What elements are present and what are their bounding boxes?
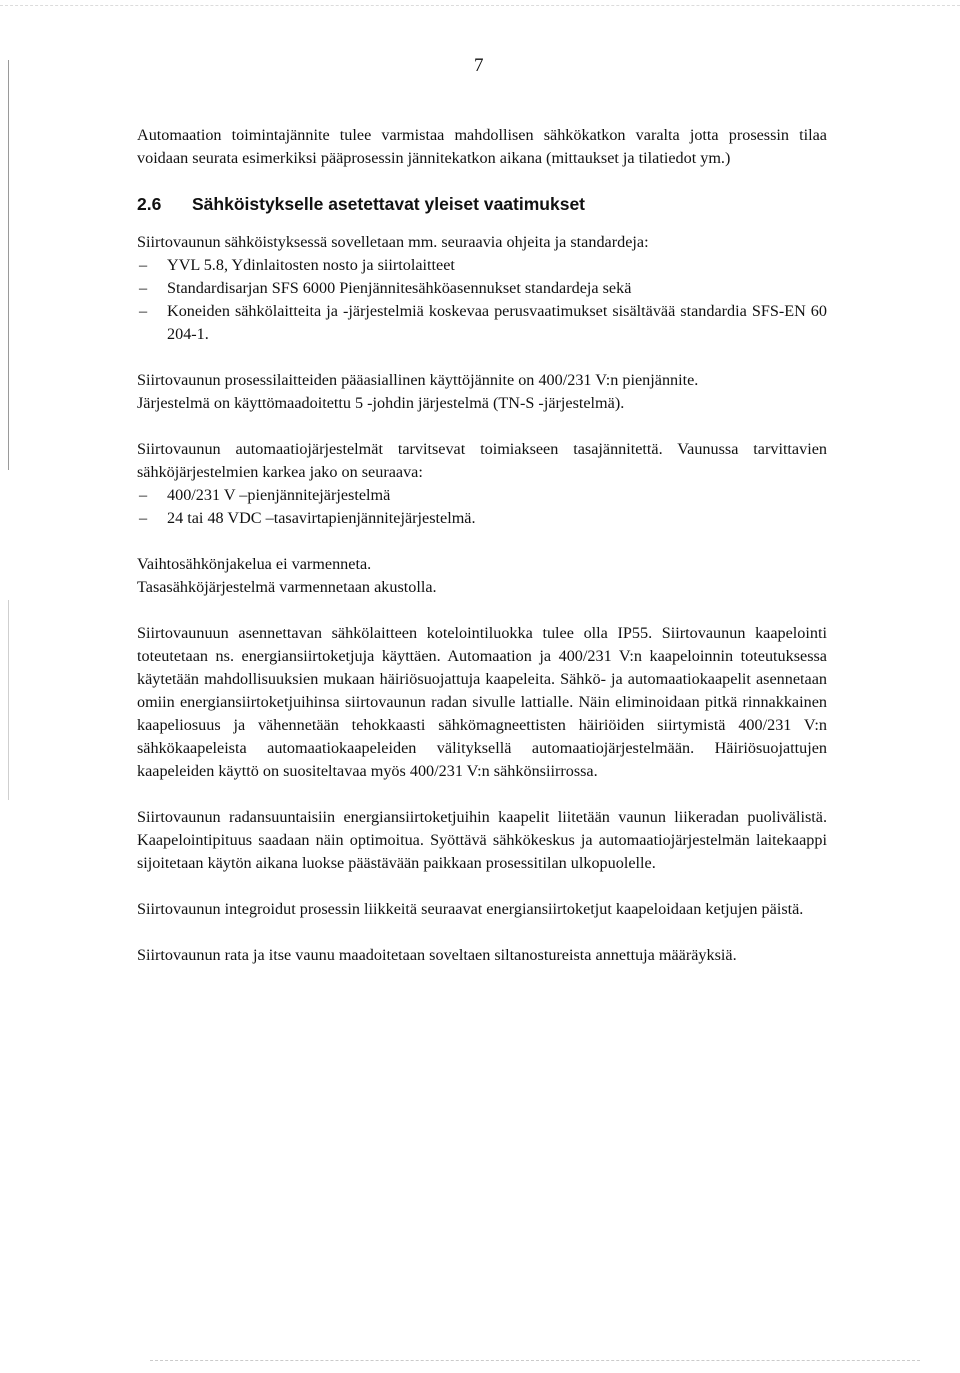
scan-border-bottom: [150, 1360, 920, 1361]
dash-bullet: –: [139, 509, 148, 527]
intro-paragraph: Automaation toimintajännite tulee varmistaa mahdollisen sähkökatkon varalta jotta prosessin tilaa voidaan seurata esimerkiksi pääprosessin jännitekatkon aikana (mittaukset ja tilatiedot ym.): [137, 126, 827, 167]
backup-line-2: Tasasähköjärjestelmä varmennetaan akustolla.: [137, 578, 437, 596]
scan-edge-left: [8, 60, 9, 470]
dash-bullet: –: [139, 279, 148, 297]
voltage-paragraph: [137, 369, 827, 415]
voltage-line-1: Siirtovaunun prosessilaitteiden pääasiallinen käyttöjännite on 400/231 V:n pienjännite.: [137, 371, 699, 389]
body-paragraph: Siirtovaunun radansuuntaisiin energiansiirtoketjuihin kaapelit liitetään vaunun liikeradan puolivälistä. Kaapelointipituus saadaan näin optimoitua. Syöttävä sähkökeskus ja automaatiojärjestelmän laitekaappi sijoitetaan käytön aikana luokse päästävään paikkaan prosessitilan ulkopuolelle.: [137, 808, 827, 872]
page-content: [137, 124, 827, 990]
body-paragraph: Siirtovaunun rata ja itse vaunu maadoitetaan soveltaen siltanostureista annettuja määräyksiä.: [137, 946, 737, 964]
list-item: – YVL 5.8, Ydinlaitosten nosto ja siirtolaitteet: [137, 254, 827, 277]
list-item: – Koneiden sähkölaitteita ja -järjestelmiä koskevaa perusvaatimukset sisältävää standardia SFS-EN 60 204-1.: [139, 302, 827, 343]
scan-edge-left-lower: [8, 600, 9, 800]
dash-bullet: –: [139, 486, 148, 504]
section-heading: [137, 193, 827, 216]
dash-bullet: –: [139, 302, 148, 320]
voltage-line-2: Järjestelmä on käyttömaadoitettu 5 -johdin järjestelmä (TN-S -järjestelmä).: [137, 394, 625, 412]
systems-lead: Siirtovaunun automaatiojärjestelmät tarvitsevat toimiakseen tasajännitettä. Vaunussa tarvittavien sähköjärjestelmien karkea jako on seuraava:: [137, 440, 827, 481]
list-item: – 24 tai 48 VDC –tasavirtapienjännitejärjestelmä.: [137, 507, 827, 530]
section-number: 2.6: [137, 194, 162, 214]
dash-bullet: –: [139, 256, 148, 274]
backup-line-1: Vaihtosähkönjakelua ei varmenneta.: [137, 555, 372, 573]
scan-border-top: [0, 5, 960, 6]
body-paragraph: Siirtovaunuun asennettavan sähkölaitteen kotelointiluokka tulee olla IP55. Siirtovaunun kaapelointi toteutetaan ns. energiansiirtoketjuja käyttäen. Automaation ja 400/231 V:n kaapeloinnin toteutuksessa käytetään mahdollisuuksien mukaan häiriösuojattuja kaapeleita. Sähkö- ja automaatiokaapelit asennetaan omiin energiansiirtoketjuihinsa siirtovaunun radan sivulle lattialle. Näin eliminoidaan pitkä rinnakkainen kaapeliosuus ja vähennetään tehokkaasti sähkömagneettisten häiriöiden siirtymistä 400/231 V:n sähkökaapeleista automaatiokaapeleiden välityksellä automaatiojärjestelmään. Häiriösuojattujen kaapeleiden käyttö on suositeltavaa myös 400/231 V:n sähkönsiirrossa.: [137, 624, 827, 780]
standards-lead: Siirtovaunun sähköistyksessä sovelletaan mm. seuraavia ohjeita ja standardeja:: [137, 233, 649, 251]
body-paragraph: Siirtovaunun integroidut prosessin liikkeitä seuraavat energiansiirtoketjut kaapeloidaan ketjujen päistä.: [137, 900, 804, 918]
page-number: 7: [474, 55, 484, 76]
standards-list: [137, 254, 827, 346]
list-item: – 400/231 V –pienjännitejärjestelmä: [137, 484, 827, 507]
backup-paragraph: [137, 553, 827, 599]
systems-list: [137, 484, 827, 530]
list-item: – Standardisarjan SFS 6000 Pienjännitesähköasennukset standardeja sekä: [137, 277, 827, 300]
section-title: Sähköistykselle asetettavat yleiset vaatimukset: [192, 194, 585, 214]
